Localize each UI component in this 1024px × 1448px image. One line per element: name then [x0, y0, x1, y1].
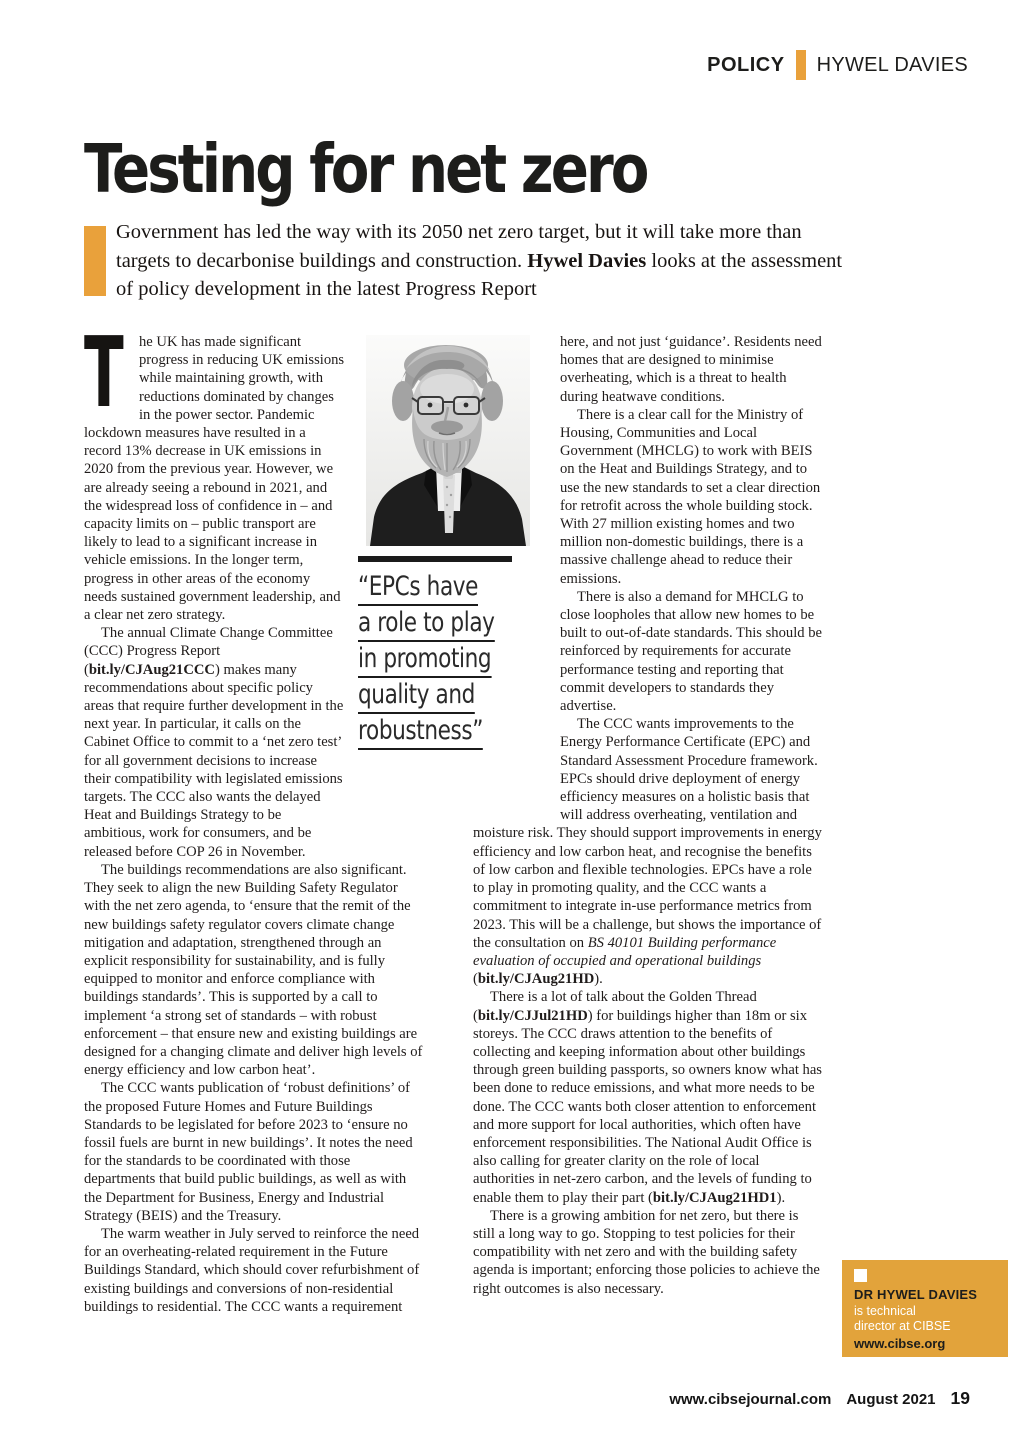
page-header: [707, 50, 968, 80]
paragraph-6: here, and not just ‘guidance’. Residents need homes that are designed to minimise overheating, which is a threat to health during heatwave conditions.: [560, 334, 822, 405]
pull-quote-line: a role to play: [358, 609, 495, 642]
standfirst: [116, 218, 846, 304]
author-box-name: DR HYWEL DAVIES: [854, 1287, 978, 1302]
author-box-square-icon: [854, 1269, 867, 1282]
pull-quote-line: robustness”: [358, 717, 483, 750]
headline-text: Testing for net zero: [84, 130, 647, 208]
paragraph-7: There is a clear call for the Ministry of Housing, Communities and Local Government (MHCLG) to work with BEIS on the Heat and Buildings Strategy, and to use the new standards to set a clear direction for retrofit across the whole building stock. With 27 million existing homes and two million non-domestic buildings, there is a massive challenge ahead to reduce their emissions.: [560, 406, 821, 587]
italic-standard-title: BS 40101 Building performance evaluation of occupied and operational buildings: [473, 934, 777, 969]
headline: [84, 130, 754, 208]
header-author-name: HYWEL DAVIES: [816, 53, 968, 76]
footer-page-number: 19: [950, 1388, 970, 1408]
pull-quote-line: in promoting: [358, 645, 491, 678]
section-label: POLICY: [707, 53, 785, 76]
paragraph-2: The annual Climate Change Committee (CCC) Progress Report (bit.ly/CJAug21CCC) makes many recommendations about specific policy areas that require further development in the next year. In particular, it calls on the Cabinet Office to commit to a ‘net zero test’ for all government decisions to increase their compatibility with legislated emissions targets. The CCC also wants the delayed Heat and Buildings Strategy to be ambitious, work for consumers, and be released before COP 26 in November.: [84, 625, 344, 860]
paragraph-5: The warm weather in July served to reinforce the need for an overheating-related requirement in the Future Buildings Standard, which should cover refurbishment of existing buildings and conversions of non-residential buildings to residential. The CCC wants a requirement: [84, 1225, 420, 1315]
paragraph-3: The buildings recommendations are also significant. They seek to align the new Building Safety Regulator with the net zero agenda, to ‘ensure that the remit of the new buildings safety regulator covers climate change mitigation and adaptation, strengthened through an explicit responsibility for sustainability, and is fully equipped to monitor and enforce compliance with buildings standards’. This is supported by a call to implement ‘a strong set of standards – with robust enforcement – that ensure new and existing buildings are designed for a changing climate and deliver high levels of energy efficiency and low carbon heat’.: [84, 861, 423, 1079]
author-box: [842, 1260, 1008, 1357]
pull-quote: [358, 556, 512, 753]
footer-site-url: www.cibsejournal.com: [669, 1391, 832, 1408]
paragraph-8: There is also a demand for MHCLG to close loopholes that allow new homes to be built to out-of-date standards. This should be reinforced by requirements for accurate performance testing and reporting that commit developers to standards they advertise.: [560, 588, 822, 715]
standfirst-accent-bar: [84, 226, 106, 296]
paragraph-10: There is a lot of talk about the Golden Thread (bit.ly/CJJul21HD) for buildings higher than 18m or six storeys. The CCC draws attention to the benefits of collecting and keeping information about other buildings through green building passports, so owners know what has been done to reduce emissions, and what more needs to be done. The CCC wants both closer attention to enforcement and more support for local authorities, which often have enforcement responsibilities. The National Audit Office is also calling for greater clarity on the role of local authorities in net-zero carbon, and the levels of funding to enable them to play their part (bit.ly/CJAug21HD1).: [473, 989, 822, 1206]
inline-link-ref: bit.ly/CJAug21CCC: [88, 661, 215, 678]
page-footer: [669, 1388, 970, 1409]
author-box-role-line2: director at CIBSE: [854, 1319, 951, 1333]
pull-quote-line: quality and: [358, 681, 475, 714]
portrait-photo: [366, 335, 530, 546]
inline-link-ref: bit.ly/CJAug21HD: [477, 971, 595, 988]
paragraph-1: T he UK has made significant progress in reducing UK emissions while maintaining growth, with reductions dominated by changes in the power sector. Pandemic lockdown measures have resulted in a record 13% decrease in UK emissions in 2020 from the previous year. However, we are already seeing a rebound in 2021, and the widespread loss of confidence in – and capacity limits on – public transport are likely to lead to a significant increase in vehicle emissions. In the longer term, progress in other areas of the economy needs sustained government leadership, and a clear net zero strategy.: [84, 316, 345, 624]
standfirst-text-end: looks at the assessment of policy development in the latest Progress Report: [116, 249, 843, 300]
footer-issue-date: August 2021: [846, 1391, 936, 1408]
standfirst-text: Government has led the way with its 2050 net zero target, but it will take more than targets to decarbonise buildings and construction.: [116, 221, 802, 272]
standfirst-author-bold: Hywel Davies: [527, 249, 647, 272]
author-box-role-line1: is technical: [854, 1304, 916, 1318]
inline-link-ref: bit.ly/CJJul21HD: [477, 1007, 588, 1024]
paragraph-9: The CCC wants improvements to the Energy Performance Certificate (EPC) and Standard Assessment Procedure framework. EPCs should drive deployment of energy efficiency measures on a holistic basis that will address overheating, ventilation and moisture risk. They should support improvements in energy efficiency and low carbon heat, and recognise the benefits of low carbon and flexible technologies. EPCs have a role to play in promoting quality, and the CCC wants a commitment to integrate in-use performance metrics from 2023. This will be a challenge, but shows the importance of the consultation on BS 40101 Building performance evaluation of occupied and operational buildings (bit.ly/CJAug21HD).: [473, 716, 822, 988]
drop-cap: T: [84, 316, 124, 429]
inline-link-ref: bit.ly/CJAug21HD1: [652, 1189, 777, 1206]
pull-quote-line: “EPCs have: [358, 573, 478, 606]
hywel-davies-portrait-image: [366, 335, 530, 546]
paragraph-11: There is a growing ambition for net zero, but there is still a long way to go. Stopping to test policies for their compatibility with net zero and with the building safety agenda is important; enforcing those policies to achieve the right outcomes is also necessary.: [473, 1207, 820, 1297]
author-box-url: www.cibse.org: [854, 1336, 946, 1351]
header-accent-bar: [796, 50, 806, 80]
paragraph-4: The CCC wants publication of ‘robust definitions’ of the proposed Future Homes and Future Buildings Standards to be legislated for before 2023 to ‘ensure no fossil fuels are burnt in new buildings’. It notes the need for the standards to be coordinated with those departments that build public buildings, as well as with the Department for Business, Energy and Industrial Strategy (BEIS) and the Treasury.: [84, 1080, 413, 1224]
